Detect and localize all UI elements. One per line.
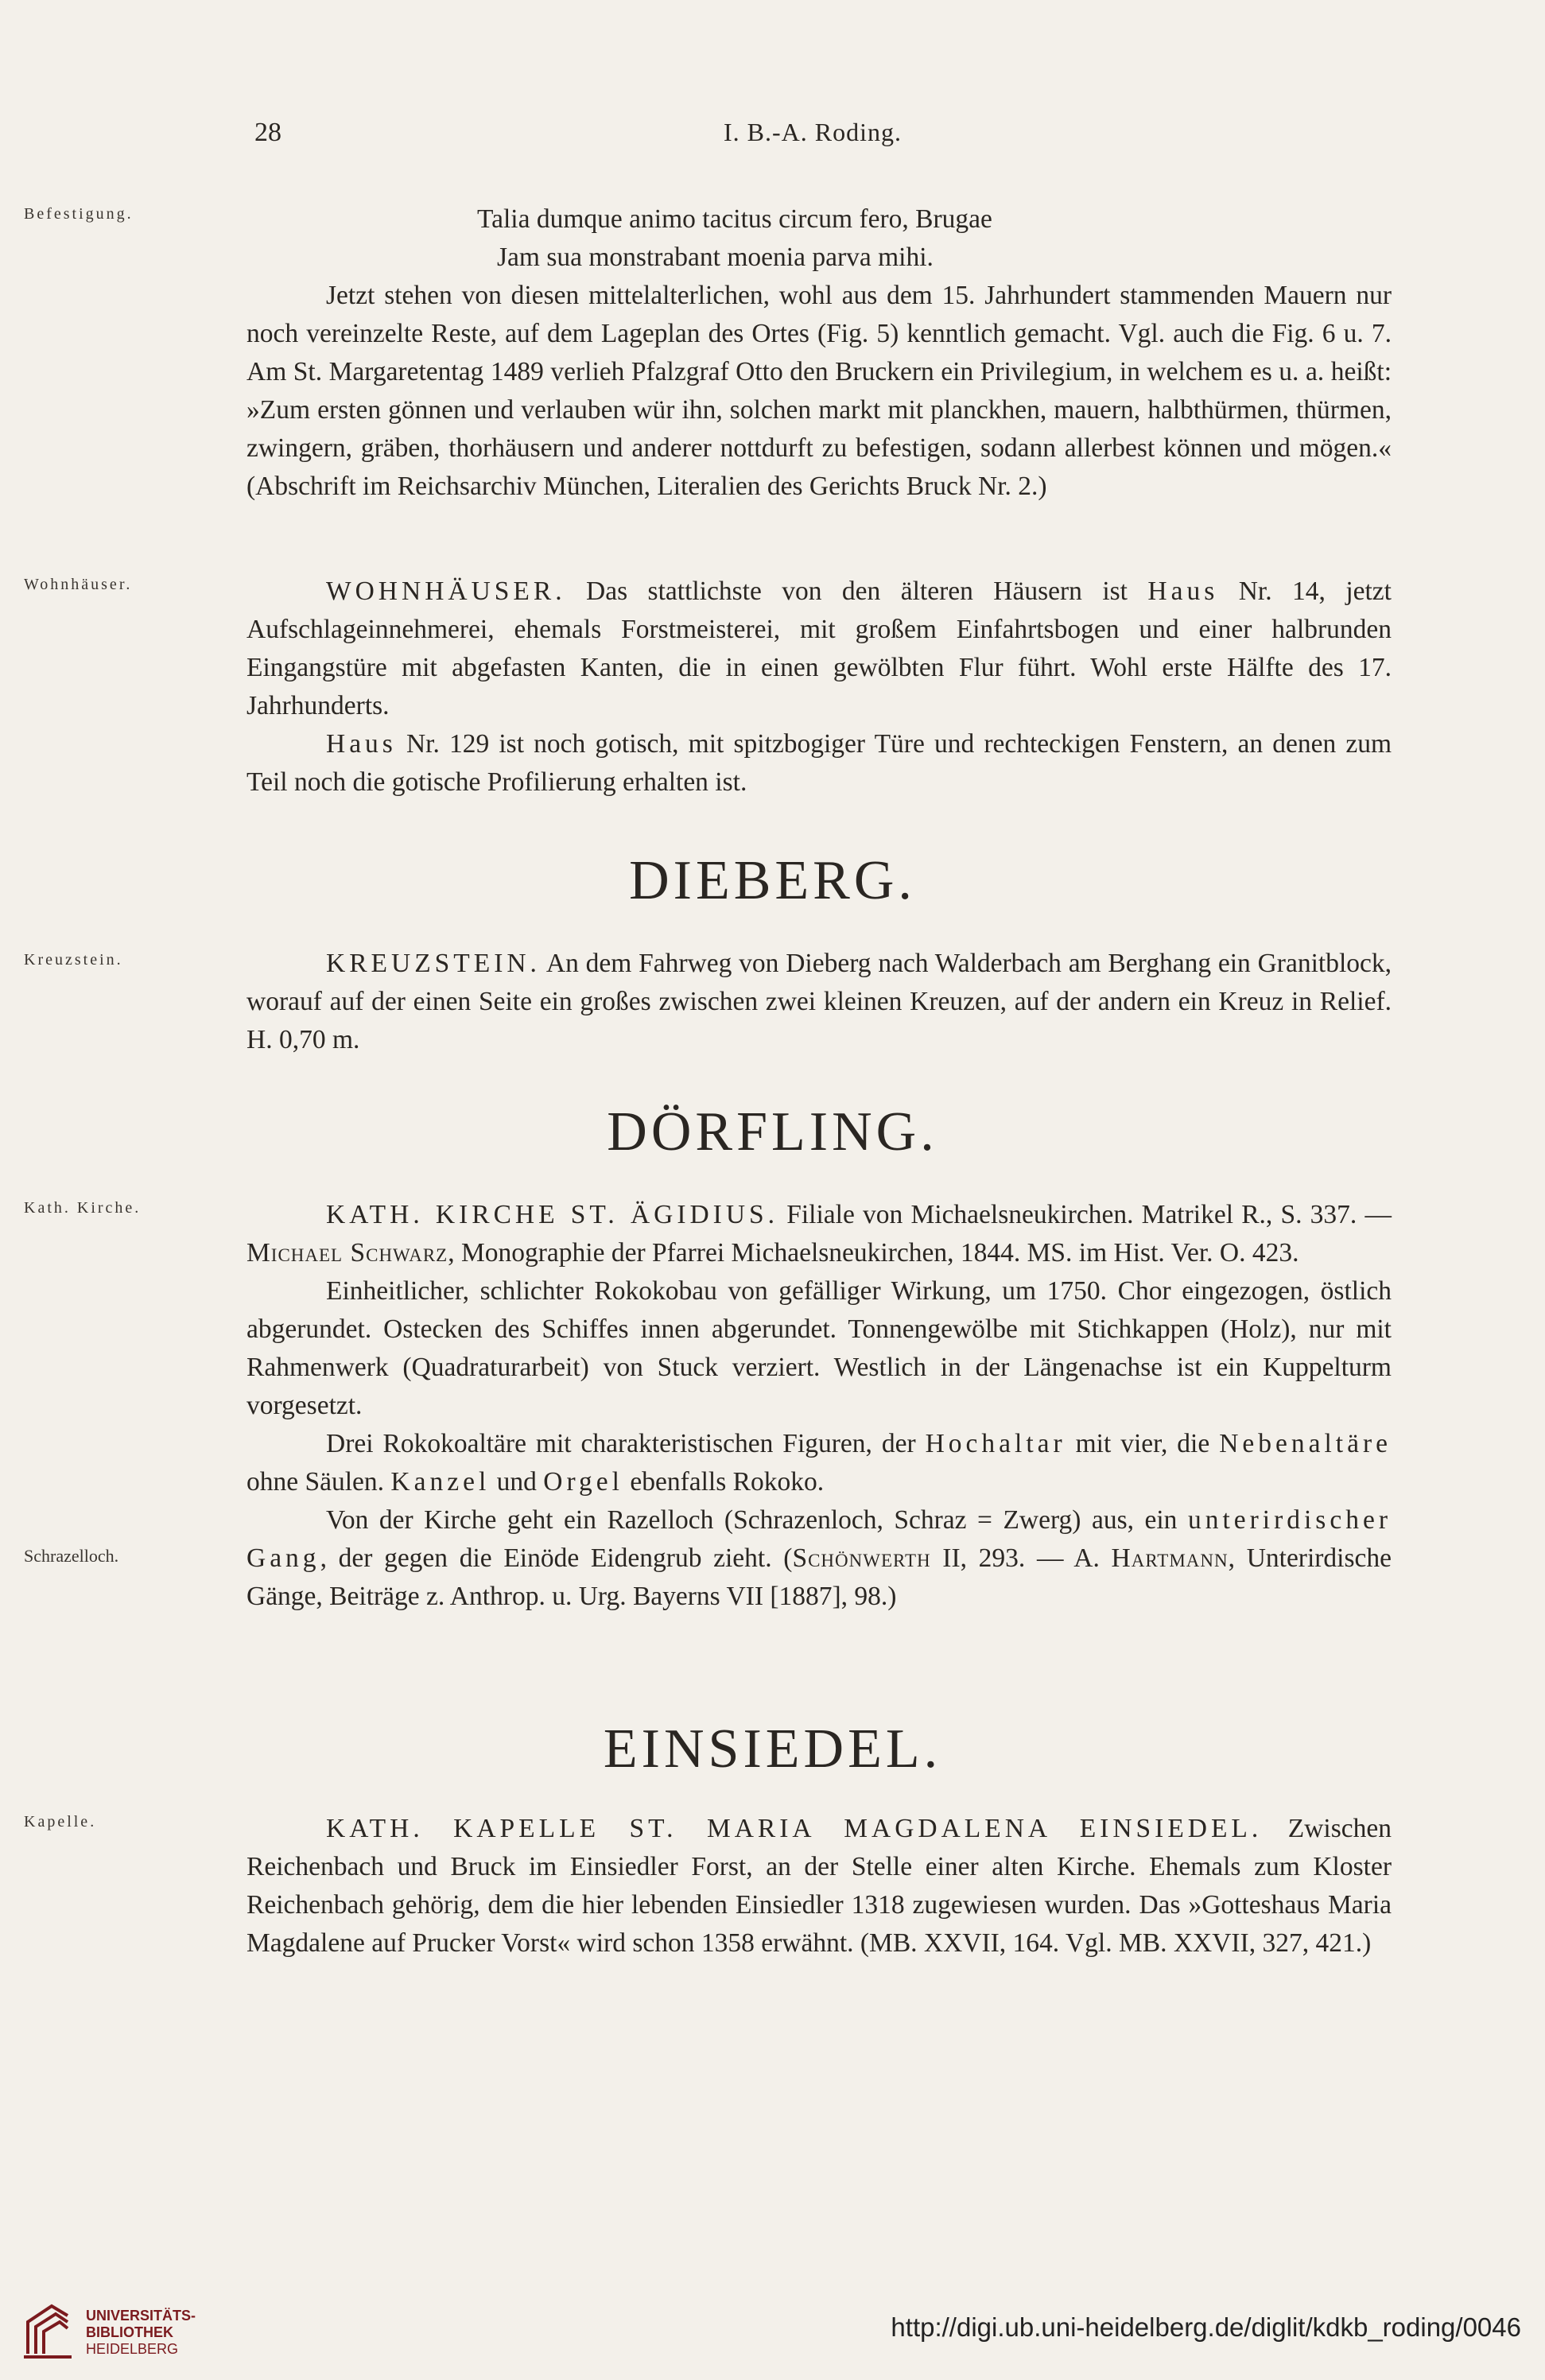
section-head: WOHNHÄUSER. bbox=[326, 577, 566, 606]
text-run: , Monographie der Pfarrei Michaelsneukirchen, 1844. MS. im Hist. Ver. O. 423. bbox=[448, 1238, 1299, 1268]
paragraph bbox=[247, 1425, 1392, 1501]
text-run: Filiale von Michaelsneukirchen. Matrikel R., S. 337. — bbox=[778, 1200, 1392, 1229]
text-run: II, 293. — A. bbox=[930, 1543, 1112, 1573]
text-run: Drei Rokokoaltäre mit charakteristischen Figuren, der bbox=[326, 1429, 926, 1458]
text-run: ohne Säulen. bbox=[247, 1467, 391, 1497]
section-head: KATH. KIRCHE ST. ÄGIDIUS. bbox=[326, 1200, 779, 1229]
margin-note-kreuzstein: Kreuzstein. bbox=[24, 951, 123, 969]
text-run: Das stattlichste von den älteren Häusern ist bbox=[565, 577, 1148, 606]
margin-note-kapelle: Kapelle. bbox=[24, 1813, 97, 1831]
library-line: BIBLIOTHEK bbox=[86, 2324, 173, 2340]
page-footer bbox=[0, 2290, 1545, 2370]
spaced-term: Orgel bbox=[543, 1467, 623, 1497]
paragraph: Jetzt stehen von diesen mittelalterlichen, wohl aus dem 15. Jahrhundert stammenden Mauern nur noch vereinzelte Reste, auf dem Lageplan des Ortes (Fig. 5) kenntlich gemacht. Vgl. auch die Fig. 6 u. 7. Am St. Margaretentag 1489 verlieh Pfalzgraf Otto den Bruckern ein Privilegium, in welchem es u. a. heißt: »Zum ersten gönnen und verlauben wür ihn, solchen markt mit planckhen, mauern, halbthürmen, thürmen, zwingern, gräben, thorhäusern und anderer nottdurft zu befestigen, sodann allerbest können und mögen.« (Abschrift im Reichsarchiv München, Literalien des Gerichts Bruck Nr. 2.) bbox=[247, 281, 1392, 501]
margin-note-kath-kirche: Kath. Kirche. bbox=[24, 1199, 142, 1217]
text-run: Zwischen Reichenbach und Bruck im Einsiedler Forst, an der Stelle einer alten Kirche. Ehemals zum Kloster Reichenbach gehörig, dem die hier lebenden Einsiedler 1318 zugewiesen wurden. Das »Gotteshaus Maria Magdalene auf Prucker Vorst« wird schon 1358 erwähnt. (MB. XXVII, 164. Vgl. MB. XXVII, 327, 421.) bbox=[247, 1814, 1392, 1958]
library-line: UNIVERSITÄTS- bbox=[86, 2308, 196, 2324]
spaced-term: unterirdischer Gang bbox=[247, 1505, 1392, 1573]
wohnhaeuser-section bbox=[247, 573, 1392, 802]
einsiedel-section bbox=[247, 1810, 1392, 1963]
doerfling-section bbox=[247, 1196, 1392, 1616]
text-run: , Unterirdische Gänge, Beiträge z. Anthrop. u. Urg. Bayerns VII [1887], 98.) bbox=[247, 1543, 1392, 1611]
ub-heidelberg-logo-icon bbox=[20, 2298, 76, 2362]
befestigung-section bbox=[247, 277, 1392, 506]
author-name: Michael Schwarz bbox=[247, 1238, 448, 1268]
paragraph bbox=[247, 1501, 1392, 1616]
page-header bbox=[254, 118, 1407, 165]
margin-note-schrazelloch: Schrazelloch. bbox=[24, 1546, 119, 1566]
section-head: KREUZSTEIN. bbox=[326, 949, 541, 978]
library-name bbox=[86, 2308, 196, 2358]
text-run: An dem Fahrweg von Dieberg nach Walderbach am Berghang ein Granitblock, worauf auf der einen Seite ein großes zwischen zwei kleinen Kreuzen, auf der andern ein Kreuz in Relief. H. 0,70 m. bbox=[247, 949, 1392, 1054]
spaced-term: Kanzel bbox=[390, 1467, 491, 1497]
section-title-dieberg: DIEBERG. bbox=[629, 850, 916, 911]
section-title-doerfling: DÖRFLING. bbox=[607, 1101, 938, 1163]
section-head: KATH. KAPELLE ST. MARIA MAGDALENA EINSIEDEL. bbox=[326, 1814, 1263, 1843]
text-run: , der gegen die Einöde Eidengrub zieht. ( bbox=[320, 1543, 793, 1573]
author-name: Hartmann bbox=[1111, 1543, 1229, 1573]
text-run: Nr. 129 ist noch gotisch, mit spitzbogiger Türe und rechteckigen Fenstern, an denen zum Teil noch die gotische Profilierung erhalten ist. bbox=[247, 729, 1392, 797]
paragraph bbox=[247, 1810, 1392, 1963]
verse-line: Talia dumque animo tacitus circum fero, Brugae bbox=[477, 204, 992, 234]
latin-verse bbox=[477, 200, 992, 277]
spaced-term: Haus bbox=[1147, 577, 1219, 606]
paragraph: Einheitlicher, schlichter Rokokobau von gefälliger Wirkung, um 1750. Chor eingezogen, östlich abgerundet. Ostecken des Schiffes innen abgerundet. Tonnengewölbe mit Stichkappen (Holz), nur mit Rahmenwerk (Quadraturarbeit) von Stuck verziert. Westlich in der Längenachse ist ein Kuppelturm vorgesetzt. bbox=[247, 1276, 1392, 1420]
section-title-einsiedel: EINSIEDEL. bbox=[603, 1718, 942, 1780]
paragraph bbox=[247, 1196, 1392, 1272]
text-run: Von der Kirche geht ein Razelloch (Schrazenloch, Schraz = Zwerg) aus, ein bbox=[326, 1505, 1188, 1535]
paragraph bbox=[247, 945, 1392, 1059]
spaced-term: Haus bbox=[326, 729, 397, 759]
page-number: 28 bbox=[254, 118, 281, 147]
text-run: ebenfalls Rokoko. bbox=[623, 1467, 825, 1497]
text-run: und bbox=[490, 1467, 544, 1497]
library-line: HEIDELBERG bbox=[86, 2341, 179, 2357]
verse-line: Jam sua monstrabant moenia parva mihi. bbox=[497, 243, 934, 272]
text-run: Nr. 14, jetzt Aufschlageinnehmerei, ehemals Forstmeisterei, mit großem Einfahrtsbogen und einer halbrunden Eingangstüre mit abgefasten Kanten, die in einen gewölbten Flur führt. Wohl erste Hälfte des 17. Jahrhunderts. bbox=[247, 577, 1392, 720]
paragraph bbox=[247, 573, 1392, 725]
margin-note-befestigung: Befestigung. bbox=[24, 205, 134, 223]
spaced-term: Nebenaltäre bbox=[1219, 1429, 1392, 1458]
author-name: Schönwerth bbox=[792, 1543, 931, 1573]
source-url-link[interactable]: http://digi.ub.uni-heidelberg.de/diglit/kdkb_roding/0046 bbox=[891, 2312, 1521, 2342]
spaced-term: Hochaltar bbox=[925, 1429, 1066, 1458]
paragraph bbox=[247, 725, 1392, 802]
margin-note-wohnhaeuser: Wohnhäuser. bbox=[24, 576, 133, 593]
text-run: mit vier, die bbox=[1066, 1429, 1220, 1458]
running-title: I. B.-A. Roding. bbox=[724, 118, 902, 146]
dieberg-section bbox=[247, 945, 1392, 1059]
